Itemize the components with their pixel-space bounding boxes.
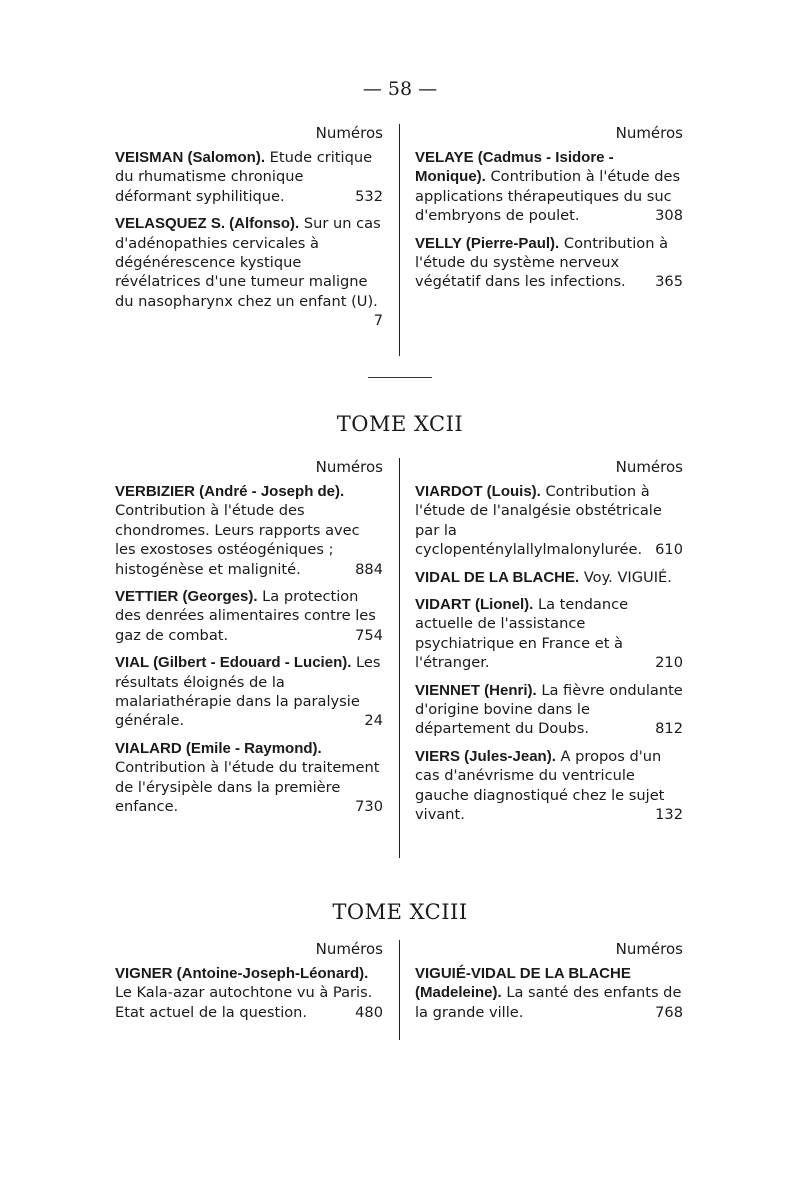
index-entry: VIENNET (Henri). La fièvre ondulante d'origine bovine dans le département du Doubs. 812 bbox=[415, 681, 683, 738]
index-entry: VETTIER (Georges). La protection des denrées alimentaires contre les gaz de combat. 754 bbox=[115, 588, 383, 644]
section-2 bbox=[115, 458, 683, 833]
index-entry: VELAYE (Cadmus - Isidore - Monique). Contribution à l'étude des applications thérapeutiques du suc d'embryons de poulet. 308 bbox=[415, 149, 683, 225]
section-1-left-column bbox=[115, 124, 393, 331]
index-entry: VIAL (Gilbert - Edouard - Lucien). Les résultats éloignés de la malariathérapie dans la paralysie générale. 24 bbox=[115, 654, 383, 730]
section-3-left-column bbox=[115, 940, 393, 1030]
section-1-right-column bbox=[415, 124, 683, 331]
numeros-header: Numéros bbox=[315, 458, 383, 476]
numeros-header: Numéros bbox=[315, 940, 383, 958]
index-entry: VELLY (Pierre-Paul). Contribution à l'étude du système nerveux végétatif dans les infections. 365 bbox=[415, 234, 683, 291]
index-entry: VIERS (Jules-Jean). A propos d'un cas d'anévrisme du ventricule gauche diagnostiqué chez le sujet vivant. 132 bbox=[415, 747, 683, 824]
numeros-header: Numéros bbox=[615, 458, 683, 476]
index-entry: VEISMAN (Salomon). Etude critique du rhumatisme chronique déformant syphilitique. 532 bbox=[115, 149, 383, 205]
index-entry: VIGUIÉ-VIDAL DE LA BLACHE (Madeleine). La santé des enfants de la grande ville. 768 bbox=[415, 965, 683, 1021]
index-entry: VIARDOT (Louis). Contribution à l'étude de l'analgésie obstétricale par la cyclopenténylallylmalonylurée. 610 bbox=[415, 483, 683, 559]
section-3 bbox=[115, 940, 683, 1030]
index-entry: VIGNER (Antoine-Joseph-Léonard). Le Kala-azar autochtone vu à Paris. Etat actuel de la question. 480 bbox=[115, 965, 383, 1021]
separator-rule bbox=[368, 377, 432, 378]
tome-heading: TOME XCII bbox=[336, 412, 464, 436]
section-2-right-column bbox=[415, 458, 683, 833]
index-entry: VELASQUEZ S. (Alfonso). Sur un cas d'adénopathies cervicales à dégénérescence kystique révélatrices d'une tumeur maligne du nasopharynx chez un enfant (U). 7 bbox=[115, 215, 383, 330]
page-number: — 58 — bbox=[362, 78, 438, 100]
section-2-left-column bbox=[115, 458, 393, 833]
numeros-header: Numéros bbox=[315, 124, 383, 142]
index-entry: VIDAL DE LA BLACHE. Voy. VIGUIÉ. bbox=[415, 568, 672, 586]
numeros-header: Numéros bbox=[615, 940, 683, 958]
numeros-header: Numéros bbox=[615, 124, 683, 142]
section-3-right-column bbox=[415, 940, 683, 1030]
index-entry: VIALARD (Emile - Raymond). Contribution à l'étude du traitement de l'érysipèle dans la première enfance. 730 bbox=[115, 739, 383, 816]
section-1 bbox=[115, 124, 683, 331]
tome-heading: TOME XCIII bbox=[332, 900, 468, 924]
index-entry: VIDART (Lionel). La tendance actuelle de l'assistance psychiatrique en France et à l'étranger. 210 bbox=[415, 596, 683, 672]
index-entry: VERBIZIER (André - Joseph de). Contribution à l'étude des chondromes. Leurs rapports avec les exostoses ostéogéniques ; histogénèse et malignité. 884 bbox=[115, 483, 383, 578]
